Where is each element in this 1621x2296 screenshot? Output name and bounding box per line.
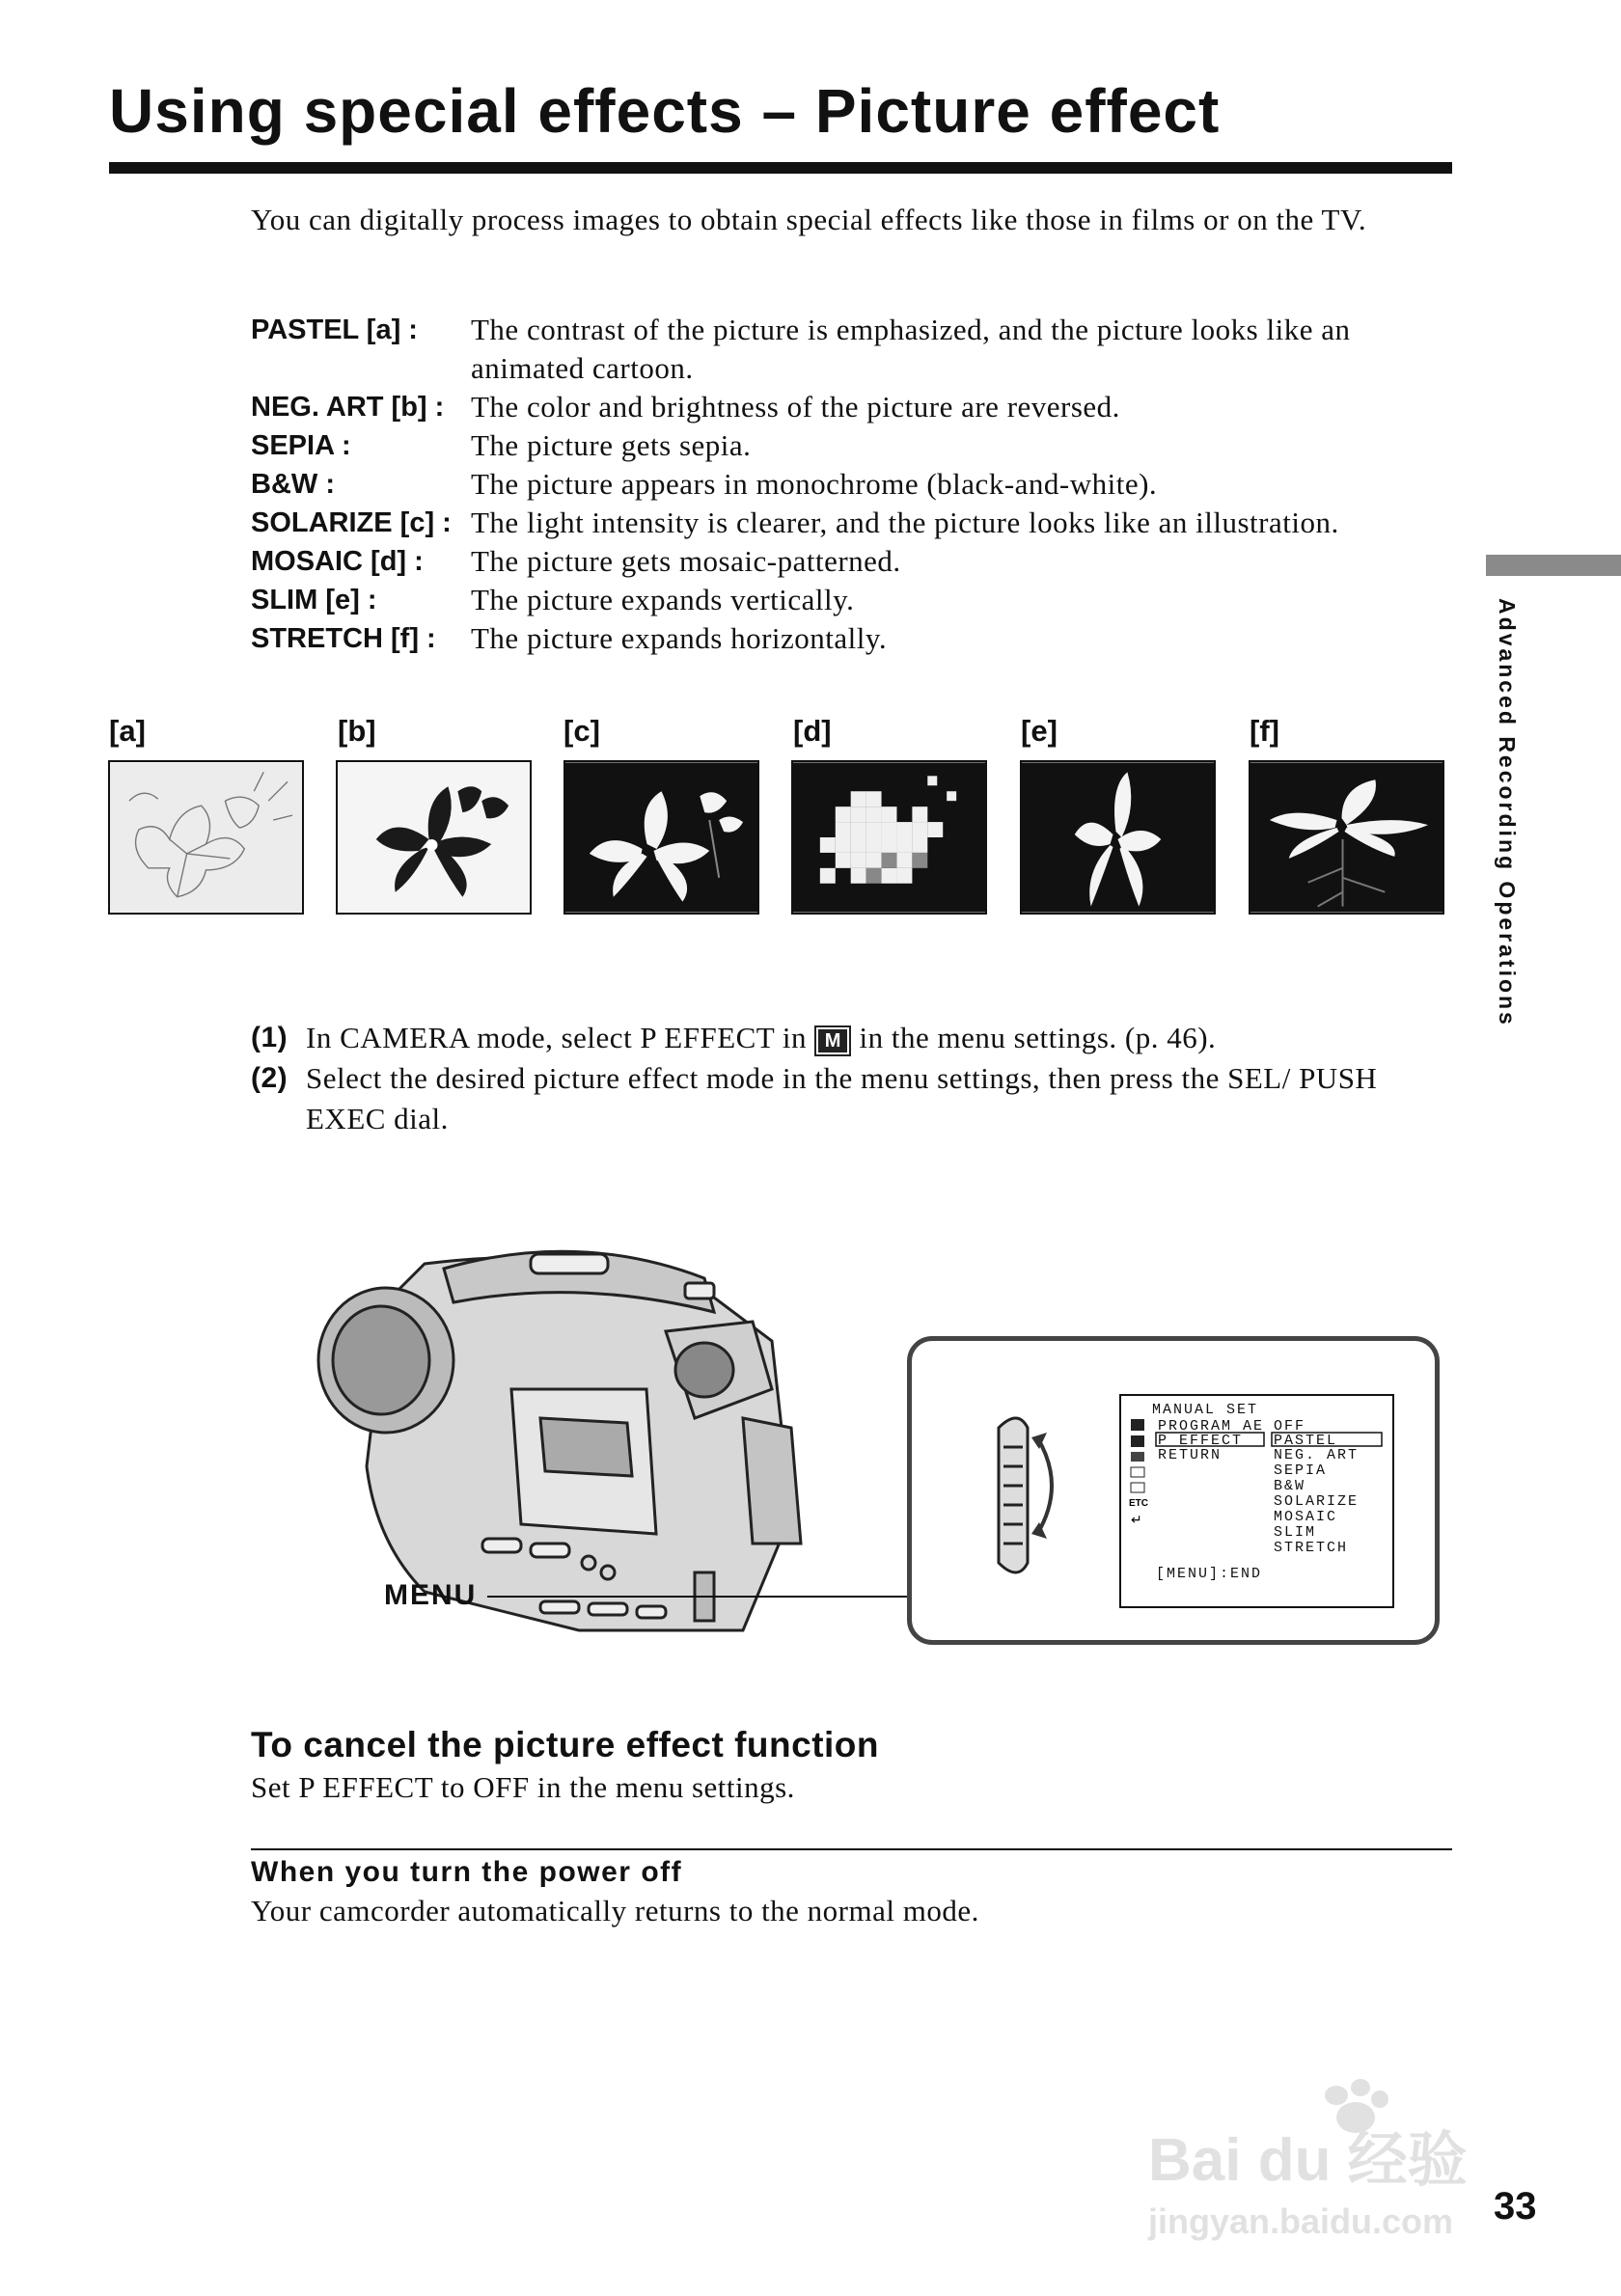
effect-row-pastel [251, 311, 1447, 388]
step-number: (2) [251, 1062, 288, 1094]
effect-term: PASTEL [a] : [251, 314, 418, 345]
thumb-label-d: [d] [793, 714, 832, 748]
thumb-label-c: [c] [563, 714, 600, 748]
vcr-set-icon [1131, 1452, 1144, 1462]
manual-menu-icon: M [814, 1025, 851, 1056]
effect-row-stretch [251, 619, 1447, 658]
effect-term: SEPIA : [251, 430, 351, 461]
slim-image [1020, 760, 1216, 915]
thumb-label-b: [b] [338, 714, 376, 748]
effect-desc: The picture appears in monochrome (black-and-white). [471, 467, 1158, 501]
effect-row-bw [251, 465, 1447, 504]
effect-term: SOLARIZE [c] : [251, 507, 452, 538]
effect-desc: The picture gets mosaic-patterned. [471, 544, 901, 578]
effect-term: SLIM [e] : [251, 585, 377, 615]
power-off-heading: When you turn the power off [251, 1856, 683, 1888]
osd-option: PASTEL [1274, 1433, 1338, 1449]
osd-option: STRETCH [1274, 1540, 1349, 1556]
menu-button-label: MENU [384, 1579, 478, 1611]
watermark-brand: Bai du 经验 [1148, 2127, 1468, 2194]
pastel-image [108, 760, 304, 915]
osd-header: MANUAL SET [1152, 1402, 1259, 1418]
effect-row-solarize [251, 504, 1447, 542]
osd-option: SEPIA [1274, 1462, 1328, 1479]
cancel-heading: To cancel the picture effect function [251, 1725, 880, 1764]
osd-item-return: RETURN [1158, 1447, 1223, 1463]
effect-row-mosaic [251, 542, 1447, 581]
sel-push-exec-dial [970, 1408, 1076, 1582]
step-text [306, 1018, 1216, 1058]
cancel-text: Set P EFFECT to OFF in the menu settings. [251, 1770, 795, 1804]
osd-item-program-ae: PROGRAM AE [1158, 1418, 1265, 1435]
effect-term: STRETCH [f] : [251, 623, 436, 654]
osd-option: SOLARIZE [1274, 1493, 1360, 1510]
effect-term: NEG. ART [b] : [251, 392, 445, 423]
osd-option: SLIM [1274, 1524, 1317, 1541]
osd-item-p-effect: P EFFECT [1158, 1433, 1244, 1449]
page-number: 33 [1494, 2185, 1537, 2228]
title-rule [109, 162, 1452, 174]
effect-desc: The color and brightness of the picture are reversed. [471, 390, 1120, 424]
return-arrow-icon: ↵ [1131, 1514, 1142, 1528]
effect-term: MOSAIC [d] : [251, 546, 424, 577]
effect-desc: The light intensity is clearer, and the picture looks like an illustration. [471, 506, 1339, 539]
section-divider [251, 1848, 1452, 1850]
power-off-text: Your camcorder automatically returns to the normal mode. [251, 1894, 979, 1927]
menu-callout-line [487, 1582, 912, 1611]
camera-set-icon [1131, 1435, 1144, 1447]
watermark-url: jingyan.baidu.com [1148, 2201, 1454, 2241]
baidu-watermark [1139, 2074, 1544, 2248]
solarize-image [563, 760, 759, 915]
etc-icon: ETC [1129, 1498, 1148, 1509]
effect-desc: The picture gets sepia. [471, 428, 752, 462]
neg-art-image [336, 760, 532, 915]
side-tab-marker [1486, 555, 1621, 576]
intro-paragraph: You can digitally process images to obtain special effects like those in films or on the TV. [251, 203, 1367, 236]
effect-term: B&W : [251, 469, 335, 500]
effect-row-sepia [251, 426, 1447, 465]
side-tab-label: Advanced Recording Operations [1495, 598, 1520, 1027]
step-text-before: In CAMERA mode, select P EFFECT in [306, 1021, 808, 1054]
effect-row-neg-art [251, 388, 1447, 426]
effect-row-slim [251, 581, 1447, 619]
effect-desc: The picture expands horizontally. [471, 621, 888, 655]
osd-option: B&W [1274, 1478, 1306, 1494]
effect-desc: The contrast of the picture is emphasized, and the picture looks like an animated cartoon. [471, 313, 1351, 385]
effect-desc: The picture expands vertically. [471, 583, 855, 616]
osd-footer: [MENU]:END [1156, 1566, 1263, 1582]
stretch-image [1249, 760, 1444, 915]
step-2 [251, 1058, 1447, 1139]
effects-list [251, 311, 1447, 658]
osd-option: NEG. ART [1274, 1447, 1360, 1463]
mosaic-image [791, 760, 987, 915]
step-1 [251, 1018, 1447, 1058]
step-number: (1) [251, 1022, 288, 1053]
step-text-after: in the menu settings. (p. 46). [859, 1021, 1217, 1054]
thumb-label-a: [a] [109, 714, 146, 748]
page-title: Using special effects – Picture effect [109, 76, 1221, 146]
thumb-label-f: [f] [1250, 714, 1279, 748]
thumb-label-e: [e] [1021, 714, 1058, 748]
manual-set-icon [1131, 1419, 1144, 1431]
menu-osd-screen [1119, 1394, 1394, 1608]
osd-option: OFF [1274, 1418, 1306, 1435]
osd-option: MOSAIC [1274, 1509, 1338, 1525]
step-text: Select the desired picture effect mode in the menu settings, then press the SEL/ PUSH EXEC dial. [306, 1061, 1378, 1135]
